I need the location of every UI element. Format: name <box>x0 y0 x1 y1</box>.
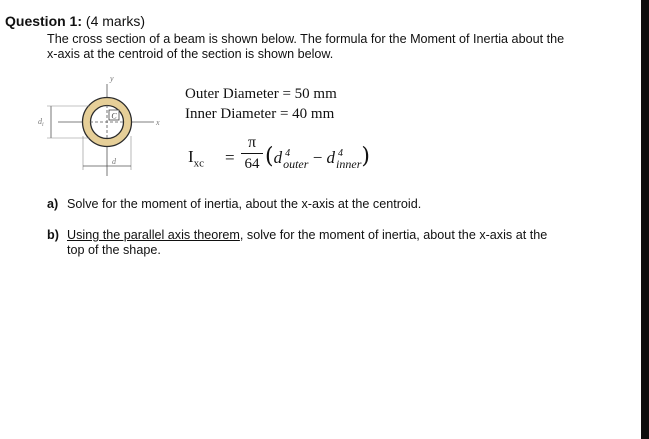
close-paren: ) <box>361 144 370 169</box>
inner-diameter-text: Inner Diameter = 40 mm <box>185 106 335 122</box>
question-intro: The cross section of a beam is shown below. The formula for the Moment of Inertia about the x-axis at the centroid of the section is shown below. <box>47 32 565 61</box>
pipe-cross-section-diagram <box>28 70 178 180</box>
d-inner-power: 4 <box>338 148 344 160</box>
fraction-bar <box>241 153 263 154</box>
formula-i-subscript: xc <box>193 157 205 170</box>
formula-equals: = <box>225 148 235 167</box>
formula-numerator: π <box>247 134 257 151</box>
question-title <box>5 13 145 29</box>
part-b-rest: , solve for the moment of inertia, about the x-axis at the top of the shape. <box>67 228 548 257</box>
formula-denominator: 64 <box>244 156 260 172</box>
part-a-text: Solve for the moment of inertia, about the x-axis at the centroid. <box>67 197 422 211</box>
formula-fraction <box>241 134 263 173</box>
moment-of-inertia-formula <box>188 134 448 184</box>
part-b <box>47 228 567 260</box>
d-inner: d <box>326 148 336 167</box>
inner-diameter-label: $d_i$ <box>38 117 44 128</box>
d-outer-scripts <box>283 148 309 172</box>
right-edge-bar <box>641 0 649 439</box>
outer-diameter-label: d <box>112 157 116 166</box>
part-b-text <box>67 228 557 258</box>
outer-diameter-text: Outer Diameter = 50 mm <box>185 86 337 102</box>
formula-lhs <box>188 147 204 169</box>
part-b-label: b) <box>47 228 59 242</box>
dimensions-block <box>185 84 337 124</box>
cross-section-figure <box>28 70 178 180</box>
d-inner-subscript: inner <box>336 157 362 172</box>
y-axis-label: y <box>110 74 114 83</box>
formula-i: I <box>188 147 194 166</box>
d-inner-scripts <box>336 148 362 172</box>
question-label: Question 1: <box>5 13 83 29</box>
centroid-label: C <box>111 111 117 121</box>
part-a-label: a) <box>47 197 59 211</box>
formula-minus: − <box>312 148 323 167</box>
parallel-axis-theorem-phrase: Using the parallel axis theorem <box>67 228 240 242</box>
part-a <box>47 197 567 213</box>
question-marks: (4 marks) <box>85 13 146 29</box>
d-outer-power: 4 <box>285 148 291 160</box>
d-outer-subscript: outer <box>283 157 309 172</box>
open-paren: ( <box>265 144 274 169</box>
x-axis-label: x <box>156 118 160 127</box>
d-outer: d <box>273 148 283 167</box>
formula-expression <box>265 144 370 172</box>
